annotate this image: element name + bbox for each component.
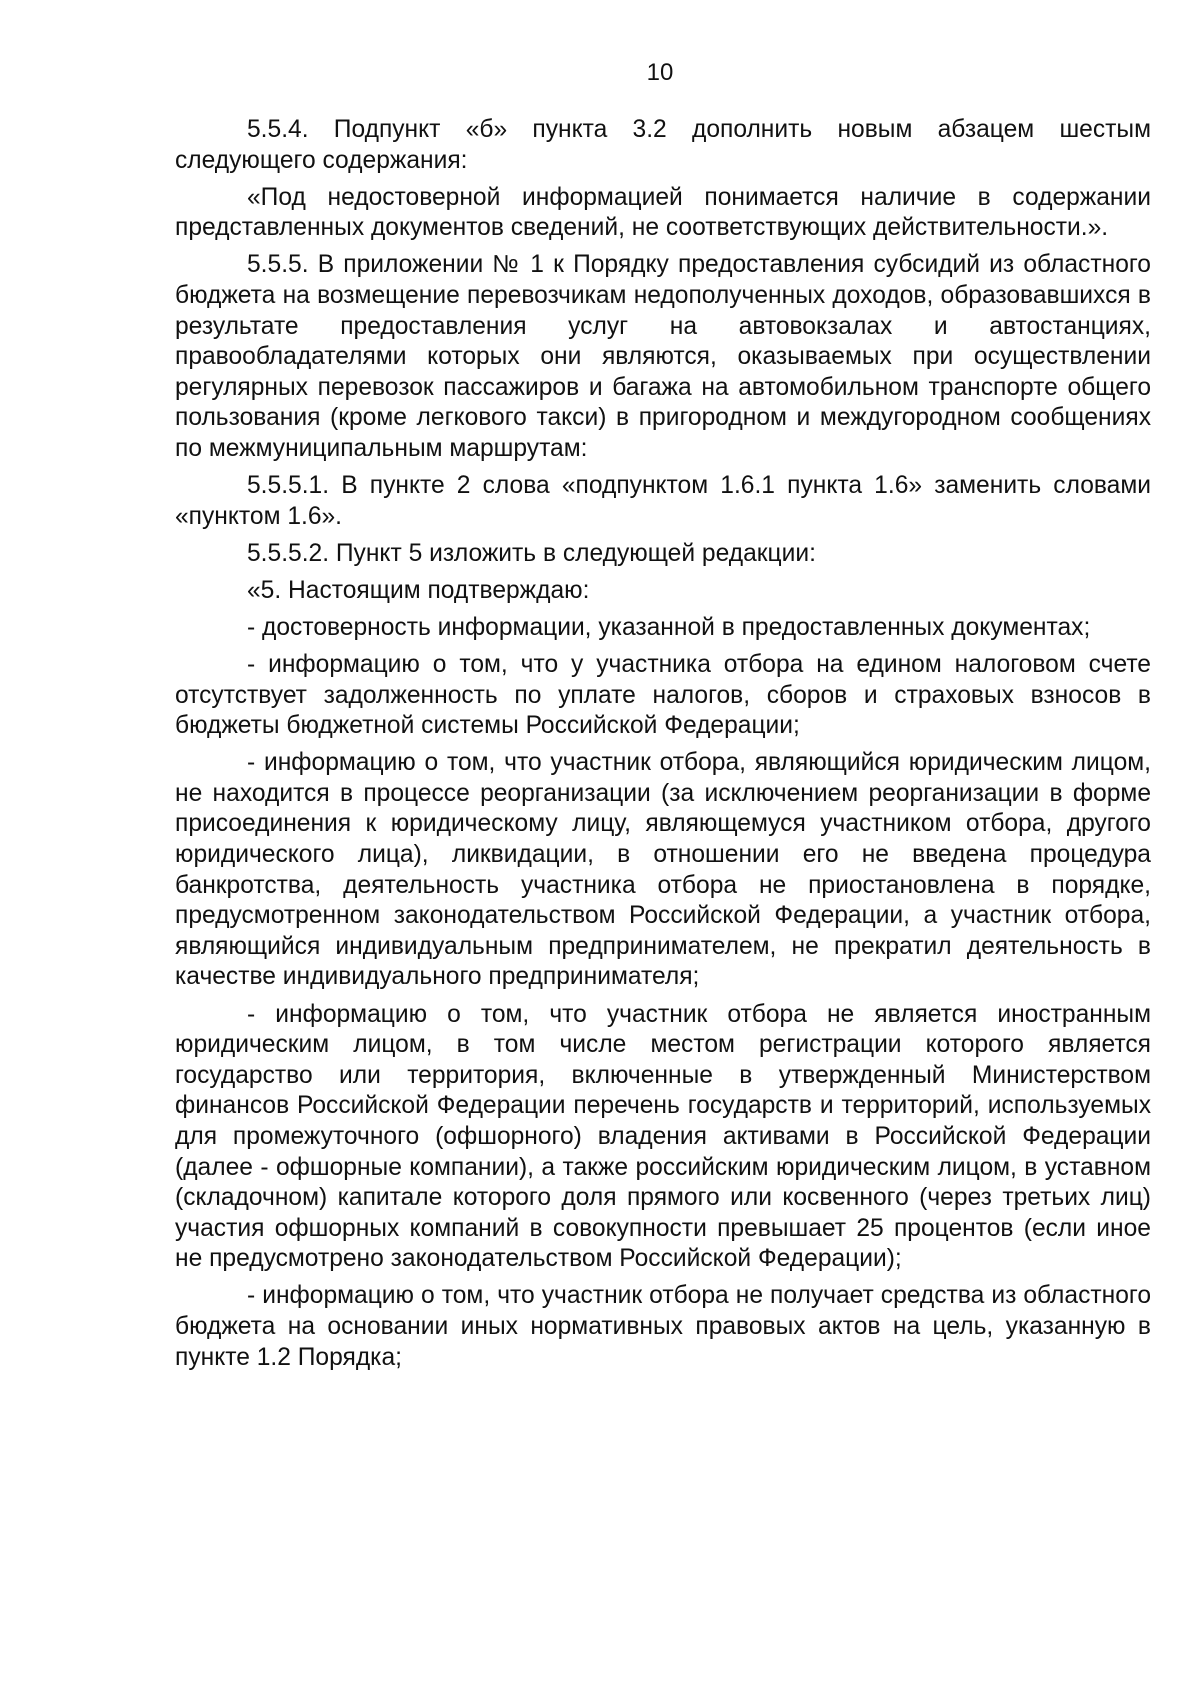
page-number: 10 [646,59,674,86]
list-item-offshore: - информацию о том, что участник отбора не является иностранным юридическим лицом, в том числе местом регистрации которого является государство или территория, включенные в утвержденный Министерством финансов Российской Федерации перечень государств и территорий, используемых для промежуточного (офшорного) владения активами в Российской Федерации (далее - офшорные компании), а также российским юридическим лицом, в уставном (складочном) капитале которого доля прямого или косвенного (через третьих лиц) участия офшорных компаний в совокупности превышает 25 процентов (если иное не предусмотрено законодательством Российской Федерации); [175,1000,1151,1273]
paragraph-5-5-4: 5.5.4. Подпункт «б» пункта 3.2 дополнить новым абзацем шестым следующего содержания: [175,116,1151,174]
list-item-reorganization: - информацию о том, что участник отбора, являющийся юридическим лицом, не находится в процессе реорганизации (за исключением реорганизации в форме присоединения к юридическому лицу, являющемуся участником отбора, другого юридического лица), ликвидации, в отношении его не введена процедура банкротства, деятельность участника отбора не приостановлена в порядке, предусмотренном законодательством Российской Федерации, а участник отбора, являющийся индивидуальным предпринимателем, не прекратил деятельность в качестве индивидуального предпринимателя; [175,749,1151,991]
paragraph-quote-definition: «Под недостоверной информацией понимается наличие в содержании представленных документов сведений, не соответствующих действительности.». [175,183,1151,242]
paragraph-5-5-5-2: 5.5.5.2. Пункт 5 изложить в следующей редакции: [247,539,816,567]
document-body [175,115,1151,1380]
list-item-reliability: - достоверность информации, указанной в предоставленных документах; [247,613,1091,641]
list-item-tax-debt: - информацию о том, что у участника отбора на едином налоговом счете отсутствует задолженность по уплате налогов, сборов и страховых взносов в бюджеты бюджетной системы Российской Федерации; [175,651,1151,740]
paragraph-item-5: «5. Настоящим подтверждаю: [247,576,590,604]
paragraph-5-5-5: 5.5.5. В приложении № 1 к Порядку предоставления субсидий из областного бюджета на возмещение перевозчикам недополученных доходов, образовавшихся в результате предоставления услуг на автовокзалах и автостанциях, правообладателями которых они являются, оказываемых при осуществлении регулярных перевозок пассажиров и багажа на автомобильном транспорте общего пользования (кроме легкового такси) в пригородном и междугородном сообщениях по межмуниципальным маршрутам: [175,251,1151,462]
list-item-budget-funds: - информацию о том, что участник отбора не получает средства из областного бюджета на основании иных нормативных правовых актов на цель, указанную в пункте 1.2 Порядка; [175,1282,1151,1371]
paragraph-5-5-5-1: 5.5.5.1. В пункте 2 слова «подпунктом 1.6.1 пункта 1.6» заменить словами «пунктом 1.6». [175,472,1151,530]
